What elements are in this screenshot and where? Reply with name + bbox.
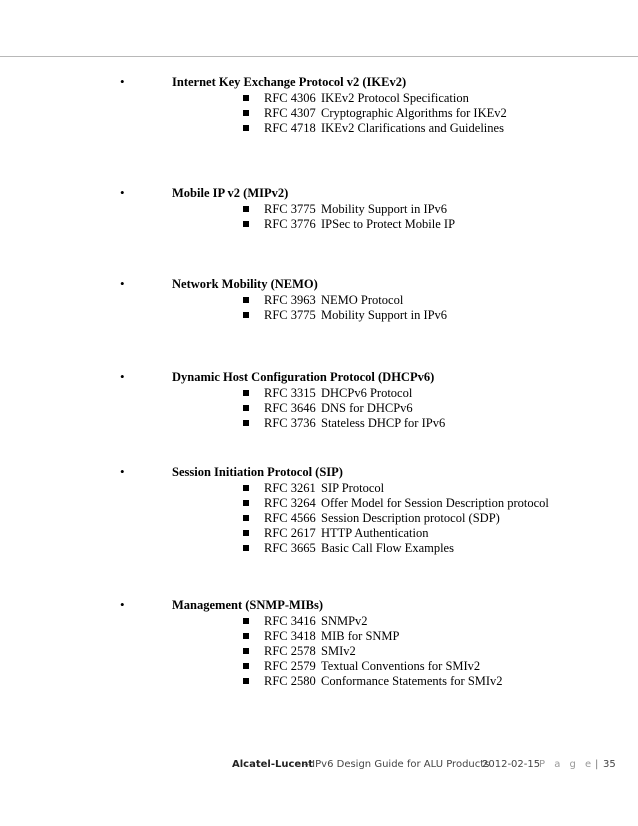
section-heading: Dynamic Host Configuration Protocol (DHCPv6) bbox=[172, 370, 435, 384]
rfc-title: Stateless DHCP for IPv6 bbox=[321, 416, 446, 430]
rfc-title: IKEv2 Clarifications and Guidelines bbox=[321, 121, 504, 135]
rfc-number: RFC 2580 bbox=[264, 674, 316, 688]
rfc-title: MIB for SNMP bbox=[321, 629, 400, 643]
rfc-number: RFC 3775 bbox=[264, 308, 316, 322]
rfc-title: Session Description protocol (SDP) bbox=[321, 511, 500, 525]
square-bullet-icon bbox=[243, 297, 249, 303]
rfc-title: Mobility Support in IPv6 bbox=[321, 202, 448, 216]
square-bullet-icon bbox=[243, 405, 249, 411]
rfc-number: RFC 4566 bbox=[264, 511, 316, 525]
header-rule bbox=[0, 56, 638, 57]
rfc-title: DHCPv6 Protocol bbox=[321, 386, 413, 400]
rfc-number: RFC 3418 bbox=[264, 629, 316, 643]
rfc-number: RFC 2578 bbox=[264, 644, 316, 658]
square-bullet-icon bbox=[243, 545, 249, 551]
rfc-title: Basic Call Flow Examples bbox=[321, 541, 454, 555]
footer-company: Alcatel-Lucent bbox=[232, 759, 314, 770]
rfc-number: RFC 3646 bbox=[264, 401, 316, 415]
rfc-number: RFC 3315 bbox=[264, 386, 316, 400]
rfc-number: RFC 3264 bbox=[264, 496, 316, 510]
rfc-title: SIP Protocol bbox=[321, 481, 385, 495]
square-bullet-icon bbox=[243, 390, 249, 396]
bullet-icon: • bbox=[120, 276, 125, 291]
rfc-title: DNS for DHCPv6 bbox=[321, 401, 413, 415]
square-bullet-icon bbox=[243, 485, 249, 491]
footer-document-title: – IPv6 Design Guide for ALU Products bbox=[304, 759, 490, 770]
rfc-number: RFC 2579 bbox=[264, 659, 316, 673]
page-footer bbox=[0, 757, 638, 773]
rfc-number: RFC 3665 bbox=[264, 541, 316, 555]
rfc-title: Cryptographic Algorithms for IKEv2 bbox=[321, 106, 507, 120]
rfc-number: RFC 3261 bbox=[264, 481, 316, 495]
square-bullet-icon bbox=[243, 678, 249, 684]
square-bullet-icon bbox=[243, 221, 249, 227]
rfc-number: RFC 3736 bbox=[264, 416, 316, 430]
square-bullet-icon bbox=[243, 500, 249, 506]
bullet-icon: • bbox=[120, 74, 125, 89]
footer-page-number: 35 bbox=[603, 759, 616, 770]
rfc-title: Conformance Statements for SMIv2 bbox=[321, 674, 503, 688]
square-bullet-icon bbox=[243, 618, 249, 624]
rfc-title: NEMO Protocol bbox=[321, 293, 404, 307]
bullet-icon: • bbox=[120, 185, 125, 200]
footer-page-label: P a g e bbox=[539, 759, 595, 770]
square-bullet-icon bbox=[243, 648, 249, 654]
section-heading: Management (SNMP-MIBs) bbox=[172, 598, 324, 612]
section-heading: Network Mobility (NEMO) bbox=[172, 277, 318, 291]
square-bullet-icon bbox=[243, 420, 249, 426]
footer-date: 2012-02-15 bbox=[482, 759, 541, 770]
rfc-title: SNMPv2 bbox=[321, 614, 368, 628]
square-bullet-icon bbox=[243, 95, 249, 101]
rfc-title: Offer Model for Session Description protocol bbox=[321, 496, 549, 510]
rfc-number: RFC 3776 bbox=[264, 217, 316, 231]
section-heading: Internet Key Exchange Protocol v2 (IKEv2) bbox=[172, 75, 407, 89]
rfc-title: Mobility Support in IPv6 bbox=[321, 308, 448, 322]
footer-separator: | bbox=[595, 759, 599, 770]
square-bullet-icon bbox=[243, 206, 249, 212]
rfc-number: RFC 2617 bbox=[264, 526, 316, 540]
section-heading: Mobile IP v2 (MIPv2) bbox=[172, 186, 289, 200]
square-bullet-icon bbox=[243, 515, 249, 521]
square-bullet-icon bbox=[243, 125, 249, 131]
rfc-title: IKEv2 Protocol Specification bbox=[321, 91, 469, 105]
rfc-number: RFC 3963 bbox=[264, 293, 316, 307]
bullet-icon: • bbox=[120, 597, 125, 612]
rfc-number: RFC 4306 bbox=[264, 91, 316, 105]
rfc-title: HTTP Authentication bbox=[321, 526, 429, 540]
square-bullet-icon bbox=[243, 110, 249, 116]
bullet-icon: • bbox=[120, 369, 125, 384]
square-bullet-icon bbox=[243, 633, 249, 639]
rfc-number: RFC 3775 bbox=[264, 202, 316, 216]
rfc-number: RFC 4718 bbox=[264, 121, 316, 135]
square-bullet-icon bbox=[243, 312, 249, 318]
rfc-title: Textual Conventions for SMIv2 bbox=[321, 659, 481, 673]
rfc-number: RFC 3416 bbox=[264, 614, 316, 628]
rfc-title: SMIv2 bbox=[321, 644, 356, 658]
rfc-number: RFC 4307 bbox=[264, 106, 316, 120]
square-bullet-icon bbox=[243, 530, 249, 536]
bullet-icon: • bbox=[120, 464, 125, 479]
square-bullet-icon bbox=[243, 663, 249, 669]
rfc-title: IPSec to Protect Mobile IP bbox=[321, 217, 456, 231]
section-heading: Session Initiation Protocol (SIP) bbox=[172, 465, 343, 479]
